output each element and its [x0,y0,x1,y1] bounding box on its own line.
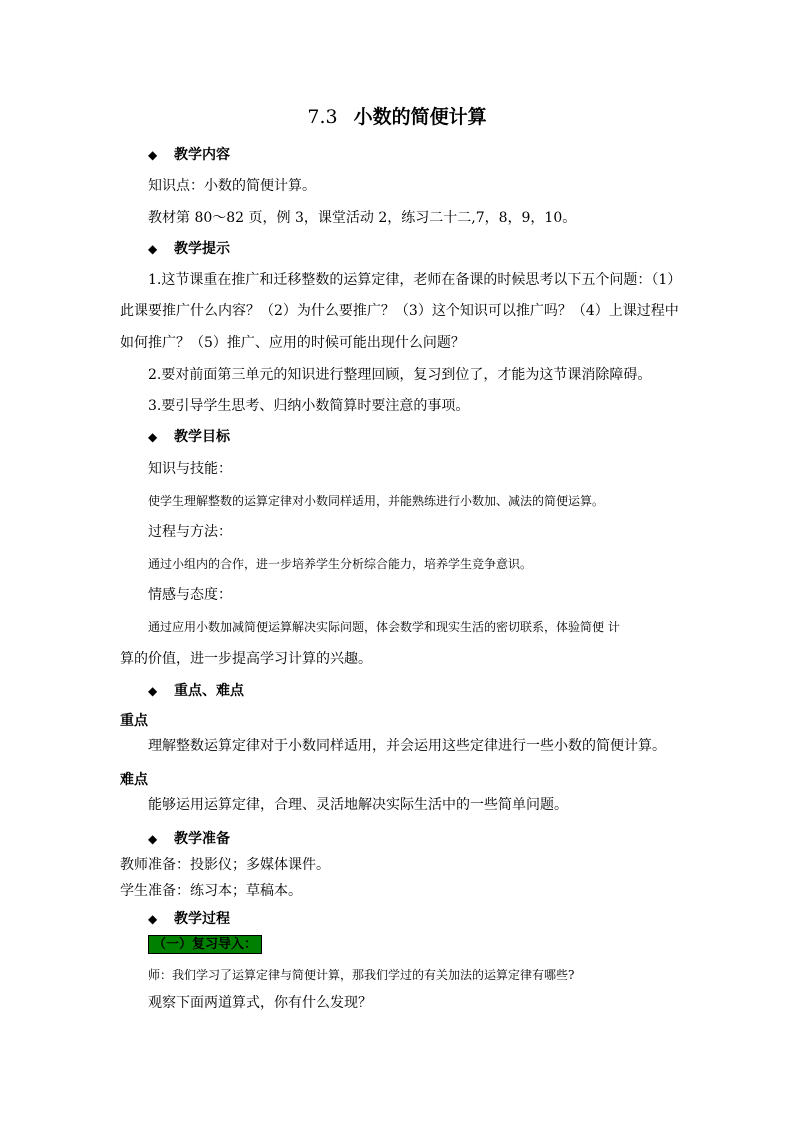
heading-process: ◆ 教学过程 [148,911,230,927]
step-1-label: （一）复习导入： [148,935,262,954]
knowledge-point: 知识点：小数的简便计算。 [148,178,316,194]
tip-2: 2.要对前面第三单元的知识进行整理回顾，复习到位了，才能为这节课消除障碍。 [148,367,652,383]
teacher-prep: 教师准备：投影仪；多媒体课件。 [120,857,330,873]
heading-content: ◆ 教学内容 [148,147,230,163]
bullet-icon: ◆ [148,148,158,162]
goal-method-text: 通过小组内的合作，进一步培养学生分析综合能力，培养学生竞争意识。 [148,557,533,571]
bullet-icon: ◆ [148,430,158,444]
heading-prep: ◆ 教学准备 [148,831,230,847]
tip-1-line-2: 此课要推广什么内容？（2）为什么要推广？（3）这个知识可以推广吗？（4）上课过程中 [120,303,679,319]
goal-skill-label: 知识与技能： [148,461,232,477]
teacher-question: 师：我们学习了运算定律与简便计算，那我们学过的有关加法的运算定律有哪些? [148,968,575,982]
goal-method-label: 过程与方法： [148,524,232,540]
goal-attitude-line-1: 通过应用小数加减简便运算解决实际问题，体会数学和现实生活的密切联系，体验简便 计 [148,620,620,634]
tip-3: 3.要引导学生思考、归纳小数简算时要注意的事项。 [148,398,470,414]
title-text: 小数的简便计算 [353,106,487,128]
difficulty-text: 能够运用运算定律，合理、灵活地解决实际生活中的一些简单问题。 [148,797,568,813]
textbook-ref: 教材第 80～82 页，例 3，课堂活动 2，练习二十二,7，8，9，10。 [148,210,577,226]
bullet-icon: ◆ [148,242,158,256]
heading-key-points: ◆ 重点、难点 [148,683,244,699]
heading-goals: ◆ 教学目标 [148,429,230,445]
page-title [0,104,794,130]
bullet-icon: ◆ [148,832,158,846]
goal-attitude-line-2: 算的价值，进一步提高学习计算的兴趣。 [120,651,372,667]
observe-prompt: 观察下面两道算式，你有什么发现？ [148,995,372,1011]
heading-tips: ◆ 教学提示 [148,241,230,257]
focus-text: 理解整数运算定律对于小数同样适用，并会运用这些定律进行一些小数的简便计算。 [148,738,666,754]
difficulty-label: 难点 [120,772,148,788]
tip-1-line-3: 如何推广？（5）推广、应用的时候可能出现什么问题？ [120,335,465,351]
goal-skill-text: 使学生理解整数的运算定律对小数同样适用，并能熟练进行小数加、减法的简便运算。 [148,494,605,508]
student-prep: 学生准备：练习本；草稿本。 [120,883,302,899]
tip-1-line-1: 1.这节课重在推广和迁移整数的运算定律，老师在备课的时候思考以下五个问题：（1） [148,272,682,288]
title-number: 7.3 [307,106,338,128]
bullet-icon: ◆ [148,912,158,926]
goal-attitude-label: 情感与态度： [148,587,232,603]
focus-label: 重点 [120,713,148,729]
bullet-icon: ◆ [148,684,158,698]
